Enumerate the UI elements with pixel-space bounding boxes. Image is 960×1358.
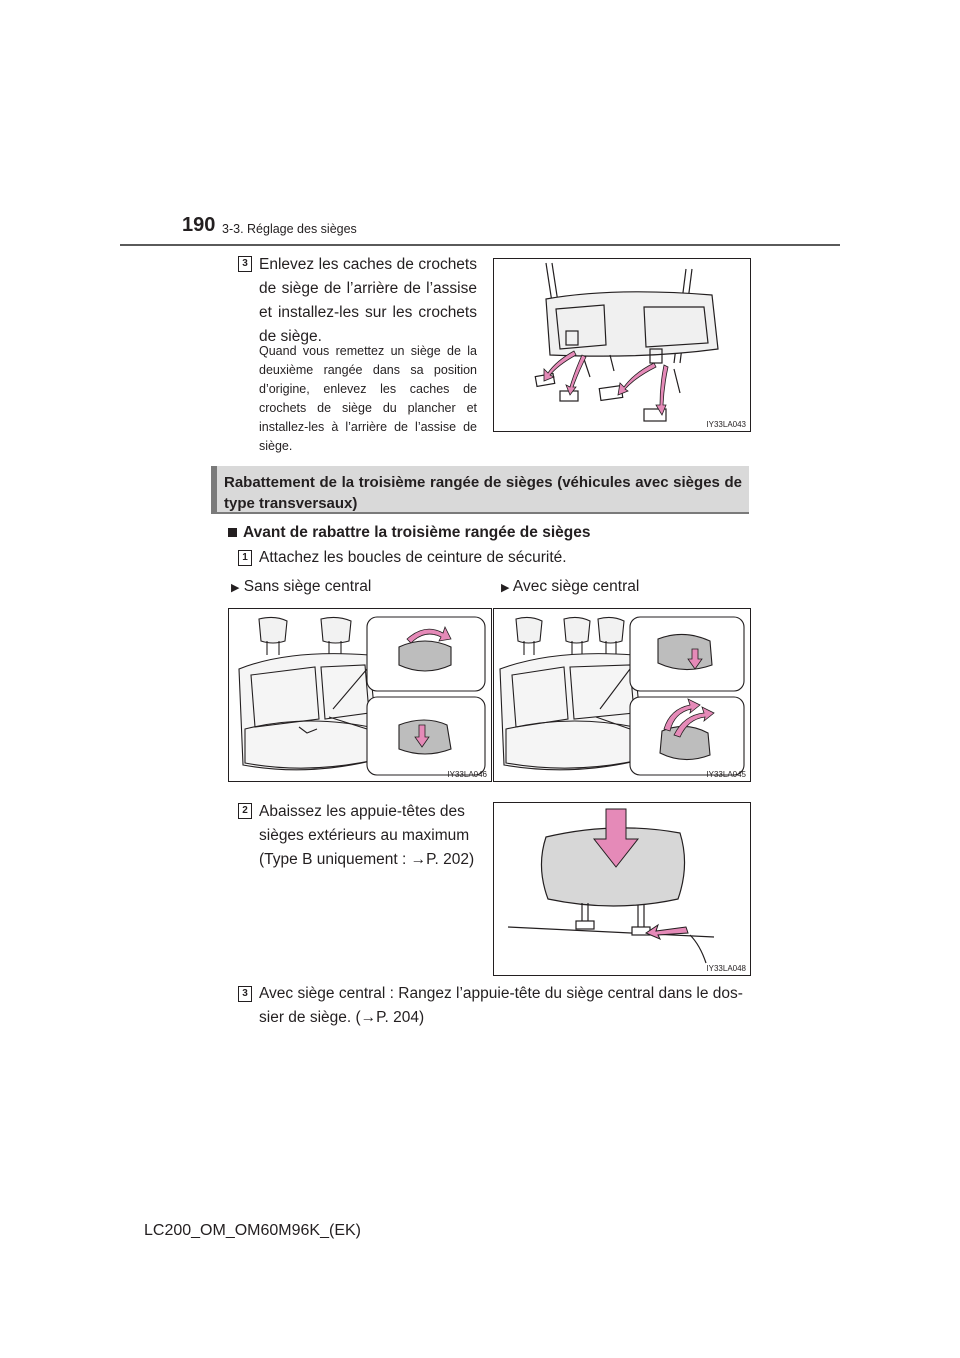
step-3-text: Enlevez les caches de crochets de siège de l’arrière de l’assise et installez-les sur les crochets de siège.: [259, 256, 477, 345]
section-title: Rabattement de la troisième rangée de sièges (véhicules avec sièges de type transversaux): [224, 474, 742, 512]
square-bullet-icon: [228, 528, 237, 537]
triangle-bullet-icon: ▶: [231, 582, 240, 594]
step-1-text: Attachez les boucles de ceinture de sécurité.: [259, 549, 567, 566]
step-3-note: Quand vous remettez un siège de la deuxième rangée dans sa position d’origine, enlevez les caches de crochets de siège du plancher et installez-les à l’arrière de l’assise de siège.: [259, 344, 477, 453]
step-badge-3-bottom: 3: [238, 986, 252, 1002]
step-badge-1: 1: [238, 550, 252, 566]
headrest-drawing: [494, 803, 750, 975]
step-3-bottom-text: [259, 982, 749, 1030]
variant-left-text: Sans siège central: [243, 578, 372, 595]
step-3-bottom-line-2: sier de siège. (→P. 204): [259, 1009, 425, 1026]
seat-hook-covers-illustration: [493, 258, 751, 432]
no-center-seat-drawing: [229, 609, 491, 781]
page-number: 190: [182, 214, 216, 236]
variant-label-left: [231, 578, 371, 596]
with-center-seat-illustration: [493, 608, 751, 782]
step-2-line-1: Abaissez les appuie-têtes des: [259, 803, 465, 820]
variant-right-text: Avec siège central: [512, 578, 640, 595]
subsection-title: Avant de rabattre la troisième rangée de sièges: [243, 524, 591, 541]
step-2-line-3: (Type B uniquement : →P. 202): [259, 851, 475, 868]
figure-code-043: IY33LA043: [706, 420, 746, 429]
step-3-bottom-line-1: Avec siège central : Rangez l’appuie-tête du siège central dans le dos-: [259, 985, 743, 1002]
step-badge-3: 3: [238, 256, 252, 272]
seat-hook-covers-drawing: [494, 259, 750, 431]
step-2-line-2: sièges extérieurs au maximum: [259, 827, 470, 844]
header-rule: [120, 244, 840, 246]
chapter-title: 3-3. Réglage des sièges: [222, 222, 357, 236]
no-center-seat-illustration: [228, 608, 492, 782]
subsection-heading: [228, 524, 590, 542]
variant-label-right: [501, 578, 639, 596]
headrest-illustration: [493, 802, 751, 976]
triangle-bullet-icon: ▶: [501, 582, 510, 594]
step-badge-2: 2: [238, 803, 252, 819]
with-center-seat-drawing: [494, 609, 750, 781]
step-2-text: [259, 800, 477, 872]
footer-code: LC200_OM_OM60M96K_(EK): [144, 1222, 361, 1239]
figure-code-046: IY33LA046: [447, 770, 487, 779]
figure-code-045: IY33LA045: [706, 770, 746, 779]
figure-code-048: IY33LA048: [706, 964, 746, 973]
